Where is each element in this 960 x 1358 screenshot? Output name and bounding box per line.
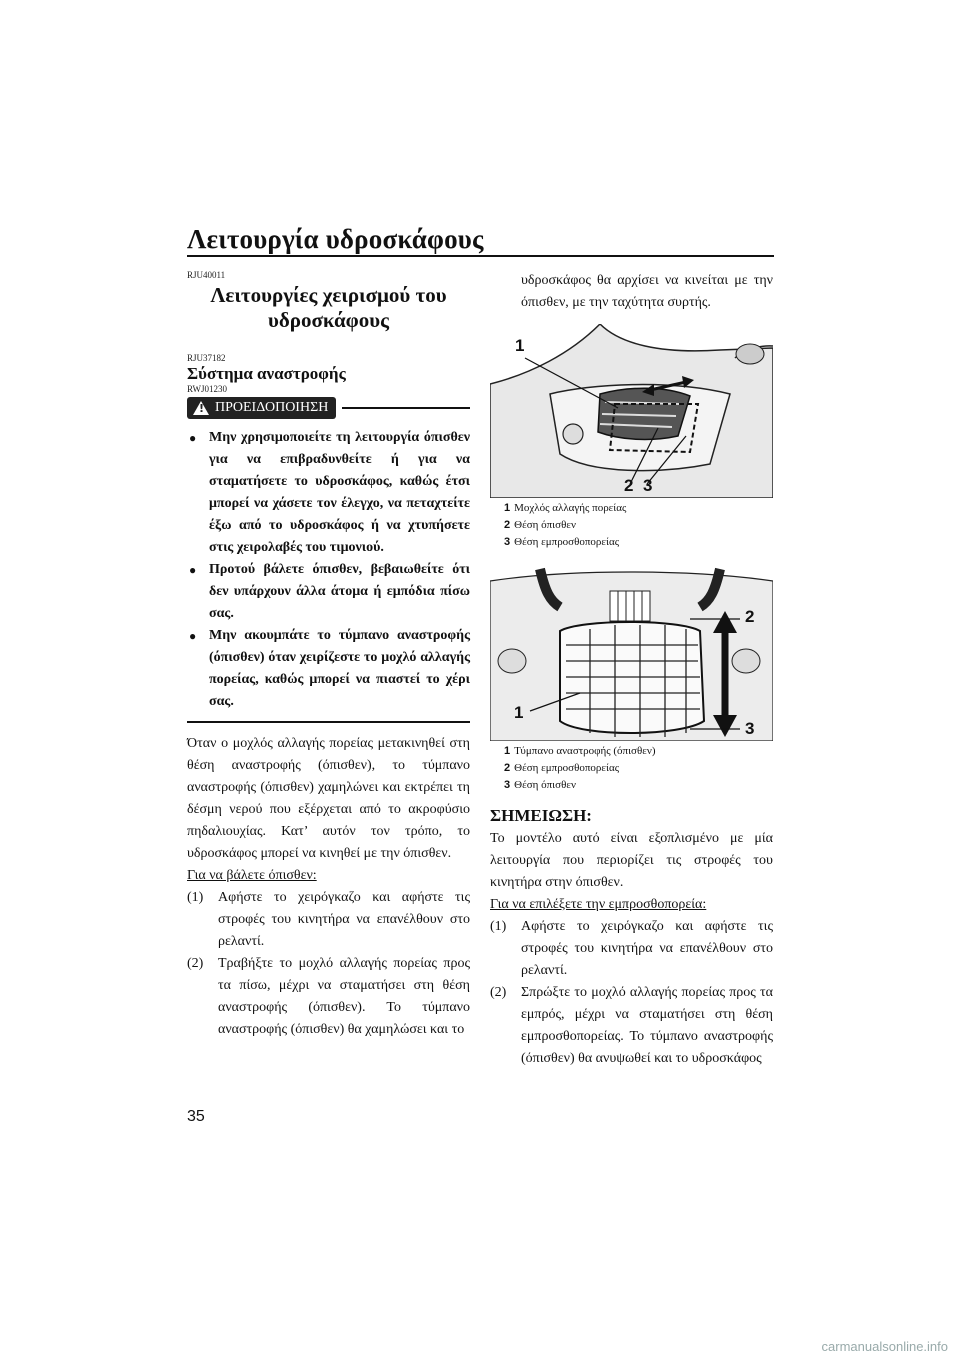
warning-label: ΠΡΟΕΙΔΟΠΟΙΗΣΗ (215, 400, 329, 415)
step-number: (2) (490, 985, 507, 1000)
warning-end-rule (187, 721, 470, 723)
reverse-bucket-illustration (490, 561, 773, 741)
step-number: (1) (490, 919, 507, 934)
section-title-line-1: Λειτουργίες χειρισμού του (210, 283, 447, 307)
legend-item: 1 Μοχλός αλλαγής πορείας (504, 502, 627, 514)
section-title (187, 283, 470, 333)
step-number: (1) (187, 890, 204, 905)
figure-reverse-bucket (490, 561, 773, 794)
figure1-callout: 3 (643, 476, 653, 495)
figure-shift-lever-image (490, 324, 773, 498)
shift-lever-illustration (490, 324, 773, 498)
left-column (187, 270, 470, 1041)
warning-item: ● Προτού βάλετε όπισθεν, βεβαιωθείτε ότι δεν υπάρχουν άλλα άτομα ή εμπόδια πίσω σας. (187, 559, 470, 625)
right-column (490, 270, 773, 1070)
step-item (490, 982, 773, 1070)
reverse-heading: Για να βάλετε όπισθεν: (187, 868, 317, 883)
page-title: Λειτουργία υδροσκάφους (187, 224, 484, 254)
subsection-title: Σύστημα αναστροφής (187, 364, 346, 383)
figure2-callout: 2 (745, 607, 755, 626)
figure1-callout: 2 (624, 476, 634, 495)
warning-rule (342, 407, 470, 409)
intro-paragraph: Όταν ο μοχλός αλλαγής πορείας μετακινηθεί στη θέση αναστροφής (όπισθεν), το τύμπανο αναστροφής (όπισθεν) χαμηλώνει και εκτρέπει τη δέσμη νερού που εξέρχεται από το ακροφύσιο πηδαλιουχίας. Κατ’ αυτόν τον τρόπο, το υδροσκάφος μπορεί να κινηθεί με την όπισθεν. (187, 736, 470, 861)
legend-item: 1 Τύμπανο αναστροφής (όπισθεν) (504, 745, 656, 757)
page-header (187, 222, 774, 256)
continuation-paragraph: υδροσκάφος θα αρχίσει να κινείται με την όπισθεν, με την ταχύτητα συρτής. (521, 273, 773, 310)
note-paragraph: Το μοντέλο αυτό είναι εξοπλισμένο με μία λειτουργία που περιορίζει τις στροφές του κινητήρα στην όπισθεν. (490, 831, 773, 890)
forward-steps (490, 916, 773, 1070)
warning-badge (187, 397, 336, 419)
warning-triangle-icon: ! (193, 401, 209, 415)
legend-item: 3 Θέση όπισθεν (504, 779, 576, 791)
warning-list (187, 427, 470, 713)
section-code: RJU40011 (187, 270, 226, 280)
forward-heading: Για να επιλέξετε την εμπροσθοπορεία: (490, 897, 707, 912)
figure1-callout: 1 (515, 336, 525, 355)
reverse-steps (187, 887, 470, 1041)
note-heading: ΣΗΜΕΙΩΣΗ: (490, 806, 592, 825)
figure2-callout: 3 (745, 719, 755, 738)
legend-item: 3 Θέση εμπροσθοπορείας (504, 536, 620, 548)
step-item (187, 887, 470, 953)
figure-reverse-bucket-image (490, 561, 773, 741)
section-title-line-2: υδροσκάφους (267, 308, 390, 332)
page-number: 35 (187, 1108, 205, 1125)
header-rule (187, 255, 774, 257)
step-item (187, 953, 470, 1041)
warning-header (187, 397, 470, 419)
step-item (490, 916, 773, 982)
legend-item: 2 Θέση εμπροσθοπορείας (504, 762, 620, 774)
step-number: (2) (187, 956, 204, 971)
step-text: Σπρώξτε το μοχλό αλλαγής πορείας προς τα εμπρός, μέχρι να σταματήσει στη θέση εμπροσθοπορείας. Το τύμπανο αναστροφής (όπισθεν) θα ανυψωθεί και το υδροσκάφος (521, 985, 773, 1066)
step-text: Τραβήξτε το μοχλό αλλαγής πορείας προς τα πίσω, μέχρι να σταματήσει στη θέση αναστροφής (όπισθεν). Το τύμπανο αναστροφής (όπισθεν) θα χαμηλώσει και το (218, 956, 470, 1037)
figure2-callout: 1 (514, 703, 524, 722)
figure-shift-lever (490, 324, 773, 551)
legend-item: 2 Θέση όπισθεν (504, 519, 576, 531)
watermark: carmanualsonline.info (821, 1339, 948, 1354)
step-text: Αφήστε το χειρόγκαζο και αφήστε τις στροφές του κινητήρα να επανέλθουν στο ρελαντί. (218, 890, 470, 949)
warning-item: ● Μην ακουμπάτε το τύμπανο αναστροφής (όπισθεν) όταν χειρίζεστε το μοχλό αλλαγής πορείας, καθώς μπορεί να πιαστεί το χέρι σας. (187, 625, 470, 713)
warning-item: ● Μην χρησιμοποιείτε τη λειτουργία όπισθεν για να επιβραδυνθείτε ή για να σταματήσετε το υδροσκάφος, καθώς έτσι μπορεί να χάσετε τον έλεγχο, να πεταχτείτε έξω από το υδροσκάφος ή να χτυπήσετε στις χειρολαβές του τιμονιού. (187, 427, 470, 559)
warning-code: RWJ01230 (187, 384, 228, 394)
figure2-legend (504, 743, 773, 794)
figure1-legend (504, 500, 773, 551)
subsection-code: RJU37182 (187, 353, 226, 363)
step-text: Αφήστε το χειρόγκαζο και αφήστε τις στροφές του κινητήρα να επανέλθουν στο ρελαντί. (521, 919, 773, 978)
